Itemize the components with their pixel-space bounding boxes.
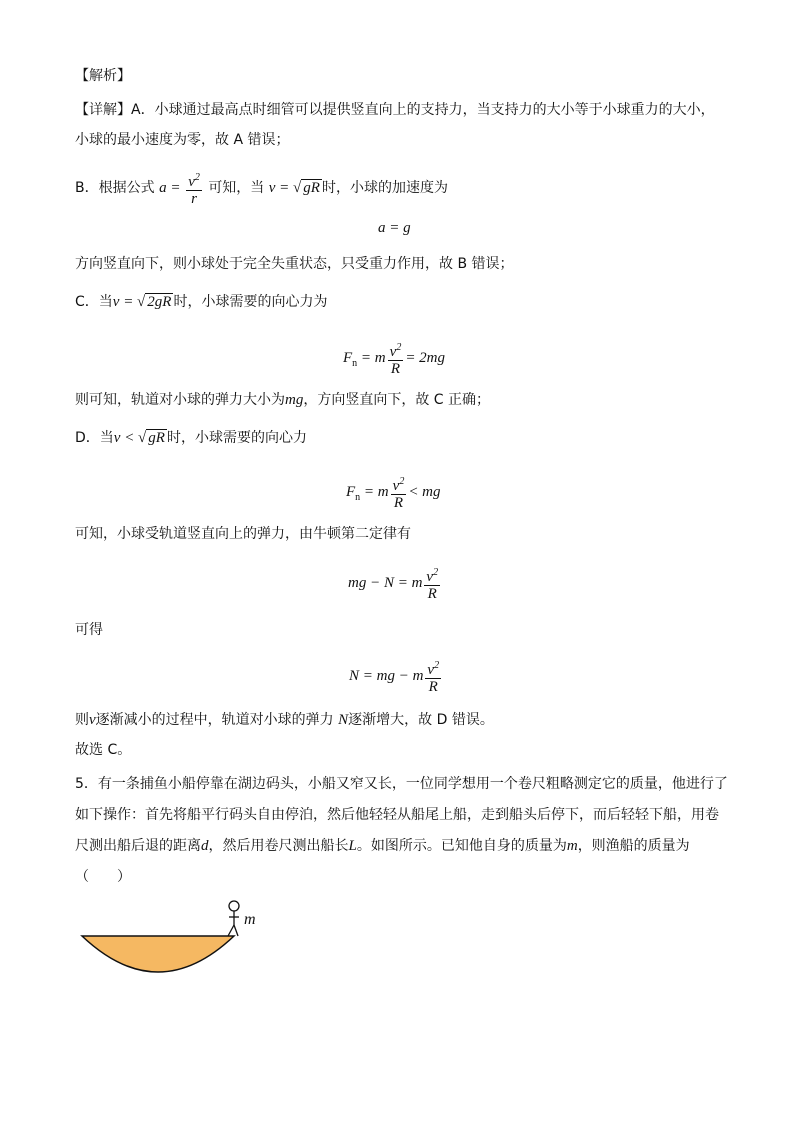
formula-mg: mg [285,392,304,408]
q5-line3-b: ，然后用卷尺测出船长 [208,838,349,854]
option-c-line2-b: ，方向竖直向下，故 C 正确； [303,392,491,408]
q5-line3-d: ，则渔船的质量为 [577,838,690,854]
var-v: v [89,712,96,728]
option-a-text: A．小球通过最高点时细管可以提供竖直向上的支持力，当支持力的大小等于小球重力的大小， [131,102,715,118]
option-c-line2-a: 则可知，轨道对小球的弹力大小为 [75,392,285,408]
formula-v-lt-sqrt-gR: v < √ gR [113,430,165,446]
question5-line2: 如下操作：首先将船平行码头自由停泊，然后他轻轻从船尾上船，走到船头后停下，而后轻轻下船，用卷 [75,807,719,823]
q5-line3-c: 。如图所示。已知他自身的质量为 [356,838,567,854]
person-leg-left [228,925,234,936]
equation-fn-lt-mg: $F_n = m$ $\frac{v^2}{R}$ < mg [346,476,441,511]
section-title: 【解析】 [75,68,131,84]
option-c-line2 [75,390,490,410]
boat-svg [78,898,268,978]
question5-line3 [75,836,690,856]
var-n: N [338,712,349,728]
option-d-prefix: D．当 [75,430,114,446]
boat-figure [78,898,268,978]
person-head [229,901,239,911]
question5-paren: （ ） [75,869,131,885]
option-d-line2: 可知，小球受轨道竖直向上的弹力，由牛顿第二定律有 [75,526,411,542]
option-c-line1 [75,292,327,312]
option-b-prefix: B．根据公式 [75,179,155,196]
person-leg-right [234,925,238,936]
option-b-line2: 方向竖直向下，则小球处于完全失重状态，只受重力作用，故 B 错误； [75,256,514,272]
option-c-suffix: 时，小球需要的向心力为 [173,294,328,310]
equation-newton-second: mg − N = m $\frac{v^2}{R}$ [348,567,439,602]
equation-a-g: a = g [378,220,411,236]
option-b-mid: 可知，当 [208,179,265,196]
option-d-line4-c: 逐渐增大，故 D 错误。 [348,712,494,728]
var-d: d [201,838,209,854]
option-c-prefix: C．当 [75,294,113,310]
option-d-line4-b: 逐渐减小的过程中，轨道对小球的弹力 [95,712,334,728]
boat-hull [82,936,234,972]
var-m: m [566,838,578,854]
option-d-suffix: 时，小球需要的向心力 [166,430,307,446]
option-d-line4-a: 则 [75,712,89,728]
q5-line3-a: 尺测出船后退的距离 [75,838,201,854]
var-l: L [348,838,357,854]
formula-a-v2-r: a = $\frac{v^2}{r}$ [159,172,200,207]
equation-n-solution: N = mg − m $\frac{v^2}{R}$ [349,660,440,695]
option-b-line1 [75,170,448,207]
formula-v-sqrt-gR: v = √ gR [268,179,320,196]
figure-label-m: m [244,911,256,928]
answer-line: 故选 C。 [75,742,132,758]
equation-fn-2mg: $F_n = m$ $\frac{v^2}{R}$ = 2mg [343,342,446,377]
detail-label: 【详解】 [75,102,131,118]
question5-line1: 5．有一条捕鱼小船停靠在湖边码头，小船又窄又长，一位同学想用一个卷尺粗略测定它的质量，他进行了 [75,776,728,792]
option-a-line2: 小球的最小速度为零，故 A 错误； [75,132,290,148]
formula-v-sqrt-2gR: v = √ 2gR [112,294,172,310]
option-b-suffix: 时，小球的加速度为 [321,179,448,196]
option-d-line3: 可得 [75,622,103,638]
option-d-line1 [75,428,307,448]
option-a-line1 [75,100,715,120]
option-d-line4 [75,710,494,730]
